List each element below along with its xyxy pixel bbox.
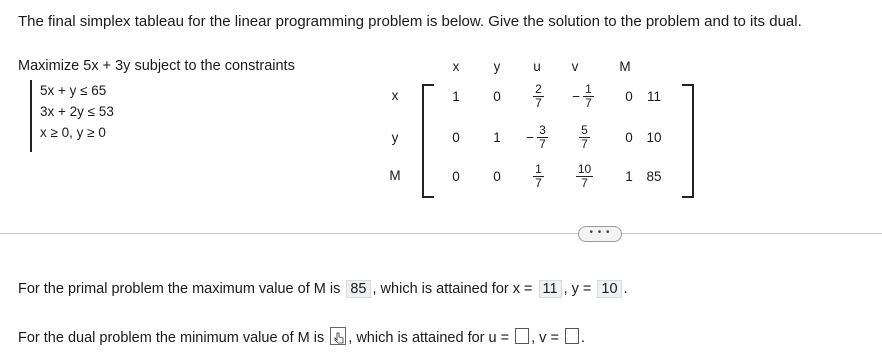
row-label-x: x [391, 88, 399, 103]
objective-line: Maximize 5x + 3y subject to the constraints [18, 58, 295, 74]
fraction [533, 83, 544, 110]
cell-value: 1 [452, 88, 460, 104]
primal-x-value: 11 [539, 280, 562, 298]
col-header-M: M [619, 59, 631, 74]
dual-v-label: , v = [531, 330, 559, 346]
primal-max-value: 85 [346, 280, 370, 298]
denominator: 7 [585, 95, 592, 110]
primal-prefix: For the primal problem the maximum value of M is [18, 281, 341, 297]
cell-value: 10 [646, 129, 662, 145]
col-header-u: u [533, 59, 541, 74]
tableau-cell [520, 160, 554, 192]
row-label-y: y [391, 130, 399, 145]
question-text: The final simplex tableau for the linear programming problem is below. Give the solution to the problem and to its dual. [18, 13, 802, 30]
numerator: 1 [535, 161, 542, 176]
cell-value: 0 [452, 129, 460, 145]
section-divider [0, 233, 882, 234]
numerator: 3 [539, 122, 546, 137]
tableau-cell [439, 160, 473, 192]
more-button[interactable]: • • • [578, 226, 622, 242]
tableau-cell [439, 80, 473, 112]
primal-y-value: 10 [597, 280, 621, 298]
tableau-cell [566, 121, 600, 153]
dual-min-value-input[interactable] [330, 327, 346, 345]
cell-value: 0 [493, 168, 501, 184]
denominator: 7 [581, 136, 588, 151]
minus-sign: − [526, 129, 535, 145]
cell-value: 1 [625, 168, 633, 184]
primal-suffix: . [623, 281, 628, 297]
dual-suffix: . [580, 330, 585, 346]
cell-value: 0 [625, 129, 633, 145]
constraint-3: x ≥ 0, y ≥ 0 [40, 125, 106, 140]
tableau-cell [480, 121, 514, 153]
cell-value: 1 [493, 129, 501, 145]
tableau-cell [637, 121, 671, 153]
numerator: 10 [577, 161, 592, 176]
tableau-cell [566, 160, 600, 192]
cell-value: 0 [493, 88, 501, 104]
constraint-brace [30, 80, 37, 152]
tableau-cell [637, 160, 671, 192]
col-header-x: x [452, 59, 460, 74]
fraction [579, 124, 590, 151]
denominator: 7 [535, 95, 542, 110]
tableau-cell [439, 121, 473, 153]
dual-answer-line [18, 327, 585, 346]
fraction [537, 124, 548, 151]
primal-answer-line [18, 280, 628, 298]
tableau-cell [520, 80, 554, 112]
fraction [583, 83, 594, 110]
cell-value: 11 [646, 88, 661, 104]
cell-value: 0 [625, 88, 633, 104]
fraction [576, 163, 593, 190]
col-header-y: y [493, 59, 501, 74]
tableau-cell [566, 80, 600, 112]
dual-u-input[interactable] [515, 328, 529, 344]
denominator: 7 [539, 136, 546, 151]
cell-value: 0 [452, 168, 460, 184]
numerator: 1 [585, 81, 592, 96]
pointer-cursor-icon [334, 332, 344, 344]
dual-mid: , which is attained for u = [348, 330, 510, 346]
minus-sign: − [572, 88, 581, 104]
tableau-bracket-right [682, 84, 694, 198]
constraint-2: 3x + 2y ≤ 53 [40, 104, 114, 119]
numerator: 5 [581, 122, 588, 137]
numerator: 2 [535, 81, 542, 96]
denominator: 7 [581, 175, 588, 190]
primal-y-label: , y = [563, 281, 592, 297]
cell-value: 85 [646, 168, 662, 184]
col-header-v: v [571, 59, 579, 74]
constraint-1: 5x + y ≤ 65 [40, 83, 107, 98]
tableau-cell [637, 80, 671, 112]
denominator: 7 [535, 175, 542, 190]
tableau-cell [480, 80, 514, 112]
row-label-M: M [389, 168, 401, 183]
dual-prefix: For the dual problem the minimum value of M is [18, 330, 325, 346]
tableau-cell [520, 121, 554, 153]
fraction [533, 163, 544, 190]
tableau-cell [480, 160, 514, 192]
dual-v-input[interactable] [565, 328, 579, 344]
tableau-bracket-left [422, 84, 434, 198]
primal-mid: , which is attained for x = [372, 281, 533, 297]
